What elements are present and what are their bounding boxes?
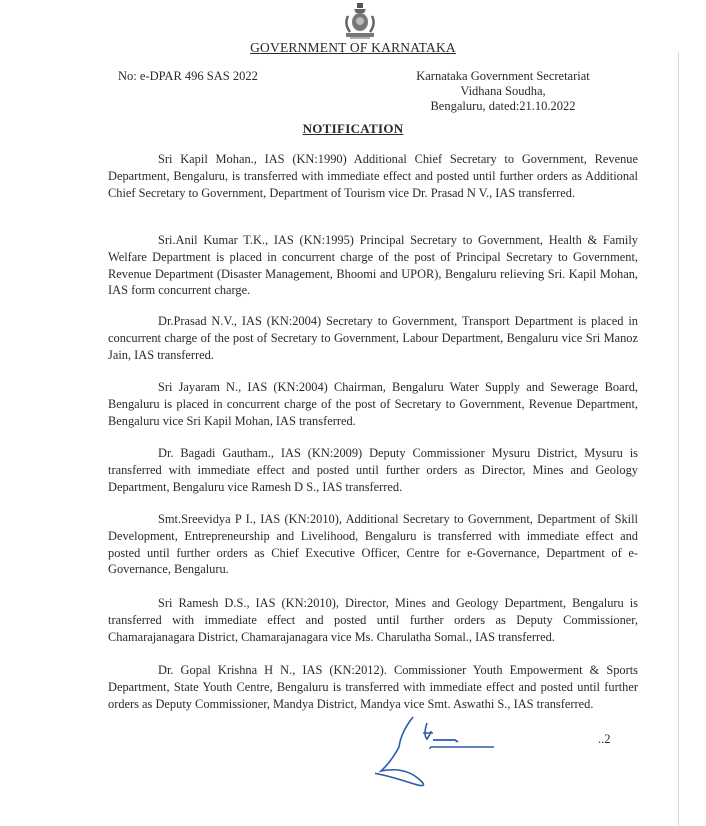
address-line: Vidhana Soudha, <box>460 84 546 98</box>
government-title: GOVERNMENT OF KARNATAKA <box>250 40 456 55</box>
address-block <box>412 69 594 114</box>
paragraph-ramesh-ds: Sri Ramesh D.S., IAS (KN:2010), Director, Mines and Geology Department, Bengaluru is transferred with immediate effect and posted until further orders as Deputy Commissioner, Chamarajanagara District, Chamarajanagara vice Ms. Charulatha Somal., IAS transferred. <box>108 596 638 644</box>
page-continuation: ..2 <box>598 732 611 746</box>
reference-number: No: e-DPAR 496 SAS 2022 <box>118 69 258 83</box>
page-edge <box>678 52 679 826</box>
paragraph-gopal-krishna: Dr. Gopal Krishna H N., IAS (KN:2012). Commissioner Youth Empowerment & Sports Department, State Youth Centre, Bengaluru is transferred with immediate effect and posted until further orders as Deputy Commissioner, Mandya District, Mandya vice Smt. Aswathi S., IAS transferred. <box>108 663 638 711</box>
paragraph-kapil-mohan: Sri Kapil Mohan., IAS (KN:1990) Additional Chief Secretary to Government, Revenue Department, Bengaluru, is transferred with immediate effect and posted until further orders as Additional Chief Secretary to Government, Department of Tourism vice Dr. Prasad N V., IAS transferred. <box>108 152 638 200</box>
paragraph-bagadi-gautham: Dr. Bagadi Gautham., IAS (KN:2009) Deputy Commissioner Mysuru District, Mysuru is transferred with immediate effect and posted until further orders as Director, Mines and Geology Department, Bengaluru vice Ramesh D S., IAS transferred. <box>108 446 638 494</box>
signature-image <box>375 715 505 790</box>
paragraph-sreevidya: Smt.Sreevidya P I., IAS (KN:2010), Additional Secretary to Government, Department of Skill Development, Entrepreneurship and Livelihood, Bengaluru is transferred with immediate effect and posted until further orders as Chief Executive Officer, Centre for e-Governance, Department of e-Governance, Bengaluru. <box>108 512 638 577</box>
paragraph-prasad-nv: Dr.Prasad N.V., IAS (KN:2004) Secretary to Government, Transport Department is placed in concurrent charge of the post of Secretary to Government, Labour Department, Bengaluru vice Sri Manoz Jain, IAS transferred. <box>108 314 638 362</box>
paragraph-anil-kumar: Sri.Anil Kumar T.K., IAS (KN:1995) Principal Secretary to Government, Health & Family Welfare Department is placed in concurrent charge of the post of Principal Secretary to Government, Revenue Department (Disaster Management, Bhoomi and UPOR), Bengaluru relieving Sri. Kapil Mohan, IAS form concurrent charge. <box>108 233 638 298</box>
notification-heading: NOTIFICATION <box>302 121 404 136</box>
address-line: Karnataka Government Secretariat <box>416 69 590 83</box>
state-emblem-icon <box>340 2 380 42</box>
address-date-line: Bengaluru, dated:21.10.2022 <box>430 99 576 113</box>
paragraph-jayaram-n: Sri Jayaram N., IAS (KN:2004) Chairman, Bengaluru Water Supply and Sewerage Board, Bengaluru is placed in concurrent charge of the post of Secretary to Government, Revenue Department, Bengaluru vice Sri Kapil Mohan, IAS transferred. <box>108 380 638 428</box>
